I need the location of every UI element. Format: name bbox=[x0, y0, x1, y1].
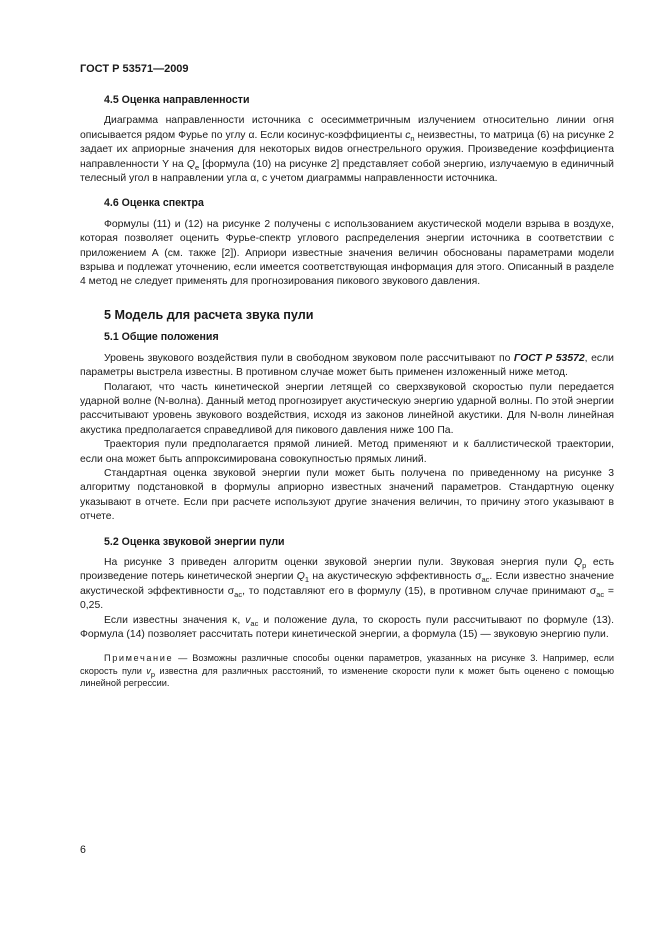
section-5-1-paragraph-2: Полагают, что часть кинетической энергии летящей со сверхзвуковой скоростью пули передается ударной волне (N-волна). Данный метод прогнозирует акустическую энергию ударной волны. По этой энергии рассчитывают уровень звукового воздействия, исходя из законов линейной акустики. Для N-волн линейная акустика предполагается справедливой для пикового давления ниже 100 Па. bbox=[80, 381, 614, 436]
section-5-2 bbox=[80, 535, 614, 643]
page-number: 6 bbox=[80, 844, 86, 856]
note: Примечание — Возможны различные способы оценки параметров, указанных на рисунке 3. Например, если скорость пули $v_p$ известна для различных расстояний, то изменение скорости пули κ может быть оценено с помощью линейной регрессии. bbox=[80, 653, 614, 689]
section-4-5 bbox=[80, 93, 614, 186]
section-4-6 bbox=[80, 196, 614, 289]
section-5-1-paragraph-3: Траектория пули предполагается прямой линией. Метод применяют и к баллистической траектории, если она может быть аппроксимирована совокупностью прямых линий. bbox=[80, 439, 614, 465]
section-5-1 bbox=[80, 330, 614, 524]
section-4-6-title: 4.6 Оценка спектра bbox=[104, 197, 204, 210]
note-label: Примечание bbox=[104, 653, 174, 664]
page-body bbox=[80, 93, 614, 690]
section-5-1-title: 5.1 Общие положения bbox=[104, 331, 219, 344]
section-5-title: 5 Модель для расчета звука пули bbox=[104, 307, 314, 322]
section-5-2-paragraph-1: На рисунке 3 приведен алгоритм оценки звуковой энергии пули. Звуковая энергия пули $Q_p$ есть произведение потерь кинетической энергии $Q_1$ на акустическую эффективность $\sigma_{ac}$. Если известно значение акустической эффективности $\sigma_{ac}$, то подставляют его в формулу (15), в противном случае принимают $\sigma_{ac} = 0,25$. bbox=[80, 556, 614, 612]
section-4-5-paragraph: Диаграмма направленности источника с осесимметричным излучением относительно линии огня описывается рядом Фурье по углу α. Если косинус-коэффициенты $c_n$ неизвестны, то матрица (6) на рисунке 2 задает их априорные значения для некоторых видов огнестрельного оружия. Произведение коэффициента направленности Y на $Q_e$ [формула (10) на рисунке 2] представляет собой энергию, излучаемую в единичный телесный угол в направлении угла α, с учетом диаграммы направленности источника. bbox=[80, 115, 614, 185]
section-5-2-paragraph-2: Если известны значения κ, $v_{ac}$ и положение дула, то скорость пули рассчитывают по формуле (13). Формула (14) позволяет рассчитать потери кинетической энергии, а формула (15) — звуковую энергию пули. bbox=[80, 614, 614, 640]
section-5-1-paragraph-4: Стандартная оценка звуковой энергии пули может быть получена по приведенному на рисунке 3 алгоритму подстановкой в формулы априорно известных значений параметров. Стандартную оценку указывают в отчете. Если при расчете используют другие значения величин, то причину этого указывают в отчете. bbox=[80, 467, 614, 523]
section-5-2-title: 5.2 Оценка звуковой энергии пули bbox=[104, 535, 285, 548]
document-header: ГОСТ Р 53571—2009 bbox=[80, 63, 189, 75]
section-4-5-title: 4.5 Оценка направленности bbox=[104, 94, 250, 106]
section-4-6-paragraph: Формулы (11) и (12) на рисунке 2 получены с использованием акустической модели взрыва в воздухе, которая позволяет оценить Фурье-спектр углового распределения энергии источника в соответствии с приложением А (см. также [2]). Априори известные значения величин обоснованы параметрами модели взрыва и подлежат уточнению, если имеется соответствующая информация для этого. Описанный в разделе 4 метод не следует применять для прогнозирования пикового звукового давления. bbox=[80, 218, 614, 288]
section-5-1-paragraph-1: Уровень звукового воздействия пули в свободном звуковом поле рассчитывают по ГОСТ Р 53572, если параметры выстрела известны. В противном случае может быть применен изложенный ниже метод. bbox=[80, 352, 614, 379]
